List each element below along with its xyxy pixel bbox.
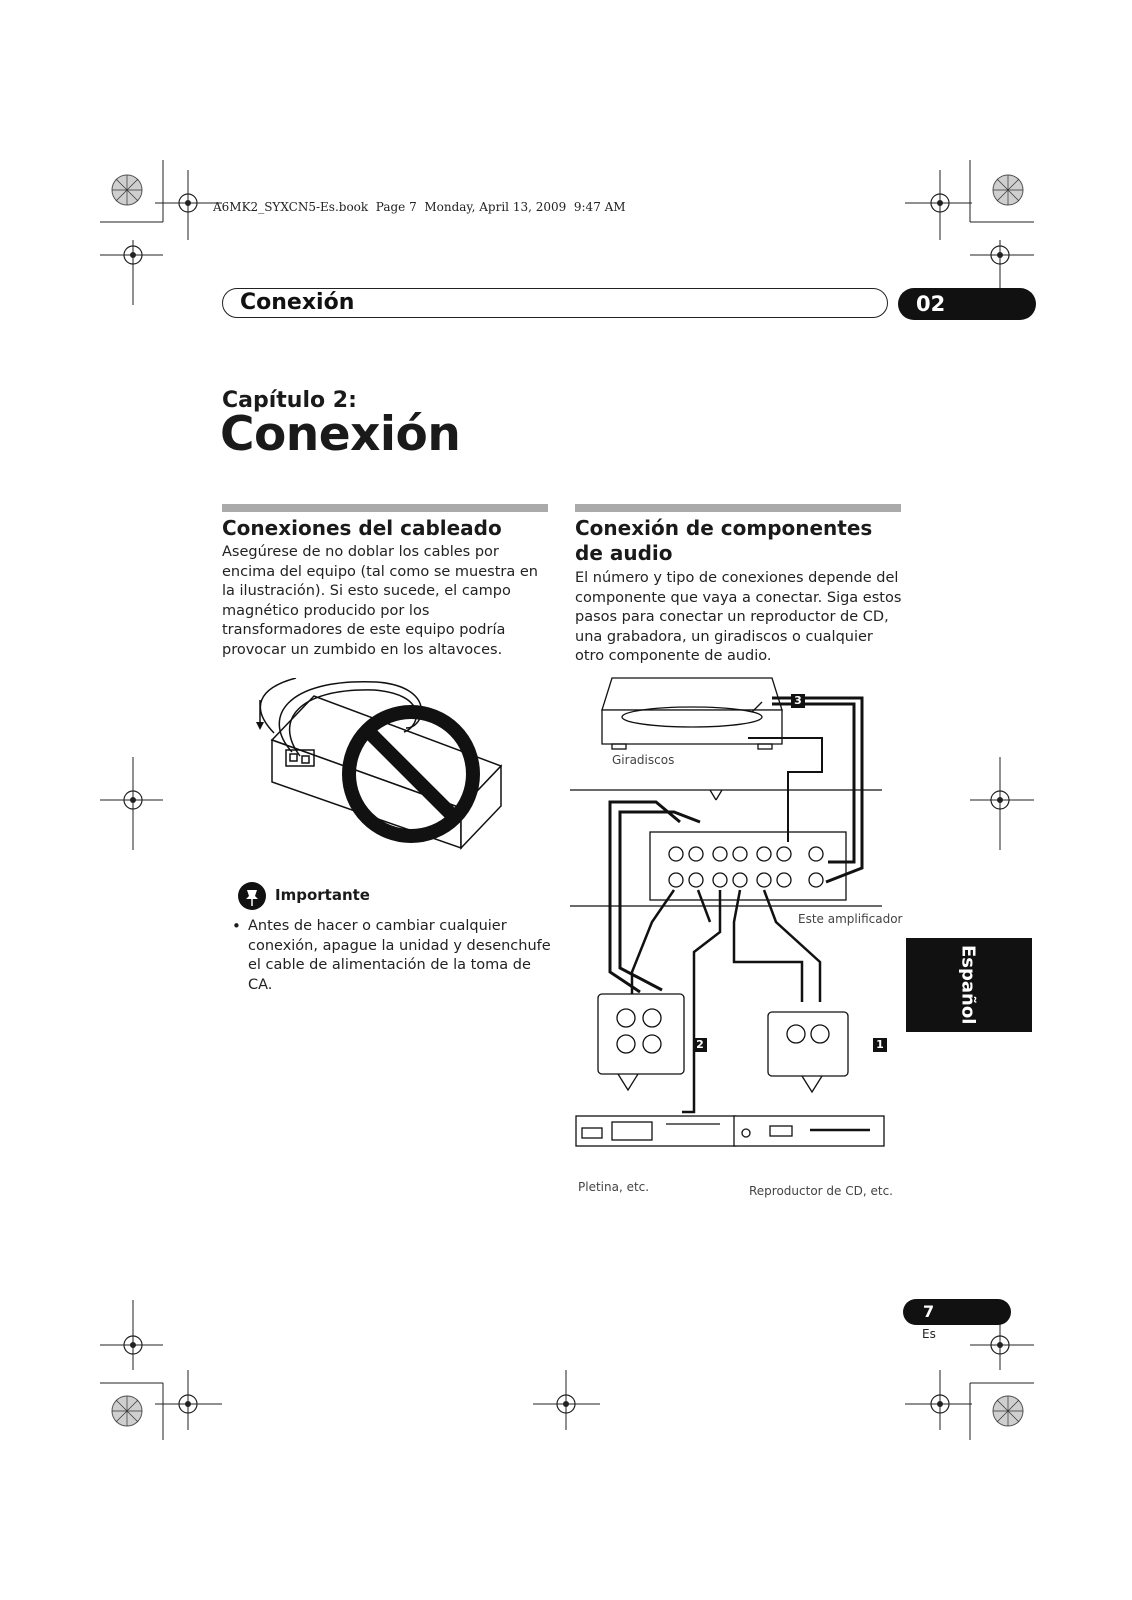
step-badge-1: 1 [873, 1038, 887, 1052]
chapter-title: Conexión [220, 407, 461, 462]
prohibition-icon [336, 699, 486, 849]
important-icon [238, 882, 266, 910]
header-title: Conexión [240, 290, 355, 315]
step-badge-3: 3 [791, 694, 805, 708]
step-badge-2: 2 [693, 1038, 707, 1052]
important-bullet-text: Antes de hacer o cambiar cualquier conexión, apague la unidad y desenchufe el cable de alimentación de la toma de CA. [248, 918, 551, 993]
left-section-body: Asegúrese de no doblar los cables por encima del equipo (tal como se muestra en la ilustración). Si esto sucede, el campo magnético producido por los transformadores de este equipo podría provocar un zumbido en los altavoces. [222, 544, 538, 658]
chapter-number-badge: 02 [898, 288, 1036, 320]
important-label: Importante [275, 886, 370, 904]
chapter-label: Capítulo 2: [222, 388, 357, 413]
bullet-marker: • [232, 917, 241, 935]
tape-deck-label: Pletina, etc. [578, 1180, 650, 1194]
cd-player-label: Reproductor de CD, etc. [749, 1184, 893, 1198]
turntable-label: Giradiscos [612, 753, 675, 767]
page-language: Es [922, 1327, 936, 1341]
section-rule-right [575, 504, 901, 512]
amplifier-label: Este amplificador [798, 912, 903, 926]
right-section-body: El número y tipo de conexiones depende del componente que vaya a conectar. Siga estos pasos para conectar un reproductor de CD, una grabadora, un giradiscos o cualquier otro componente de audio. [575, 570, 902, 664]
print-info: A6MK2_SYXCN5-Es.book Page 7 Monday, April 13, 2009 9:47 AM [213, 200, 626, 214]
connection-diagram [570, 672, 910, 1192]
section-rule-left [222, 504, 548, 512]
left-section-title: Conexiones del cableado [222, 516, 502, 540]
language-tab-label: Español [957, 945, 979, 1025]
right-section-title: Conexión de componentes de audio [575, 516, 873, 565]
page-number: 7 [903, 1299, 1011, 1325]
